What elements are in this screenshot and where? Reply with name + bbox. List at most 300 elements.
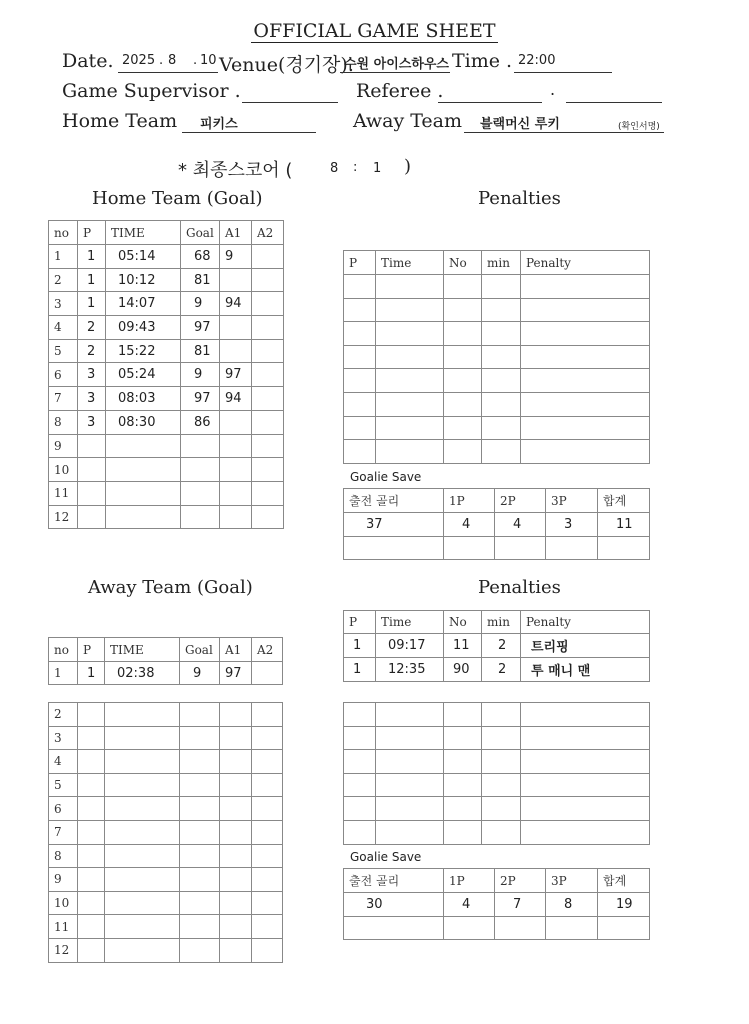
penalty-penalty: [521, 726, 650, 750]
table-row: [49, 505, 284, 529]
goal-goal: [180, 868, 220, 892]
penalty-p: [344, 322, 376, 346]
goalie-save-p2: 4: [495, 513, 546, 537]
penalty-p: [344, 703, 376, 727]
away-team-label: Away Team: [353, 110, 463, 132]
penalty-header-penalty: Penalty: [521, 611, 650, 634]
goalie-save-goalie: 37: [344, 513, 444, 537]
penalty-penalty: [521, 322, 650, 346]
goal-time: 15:22: [106, 339, 181, 363]
goal-p: 1: [78, 292, 106, 316]
final-score-label: * 최종스코어 (: [178, 160, 293, 181]
final-score-close: ): [404, 156, 412, 177]
penalty-penalty: [521, 773, 650, 797]
header-a2: A2: [252, 638, 283, 662]
goal-time: 05:24: [106, 363, 181, 387]
date-label: Date.: [62, 50, 114, 72]
penalty-time: [376, 298, 444, 322]
date-underline: [118, 72, 218, 73]
table-row: [344, 703, 650, 727]
goal-time: [105, 938, 180, 962]
penalty-min: [482, 750, 521, 774]
penalty-time: 09:17: [376, 634, 444, 658]
goal-a1: [220, 268, 252, 292]
goal-time: [106, 458, 181, 482]
goalie-header-p2: 2P: [495, 489, 546, 513]
penalty-time: [376, 773, 444, 797]
penalty-p: [344, 416, 376, 440]
table-row: [49, 292, 284, 316]
goal-time: [105, 773, 180, 797]
goal-a1: [220, 797, 252, 821]
table-row: [49, 481, 284, 505]
goal-no: 2: [49, 268, 78, 292]
goal-no: 1: [49, 245, 78, 269]
date-day: 10: [200, 53, 217, 68]
penalty-time: [376, 345, 444, 369]
home-goalie-title: Goalie Save: [350, 470, 422, 484]
goalie-empty-p1: [444, 537, 495, 560]
penalty-penalty: [521, 703, 650, 727]
penalty-time: 12:35: [376, 658, 444, 682]
goalie-header-p1: 1P: [444, 489, 495, 513]
table-header-row: [344, 611, 650, 634]
goal-p: [78, 481, 106, 505]
table-row: [344, 750, 650, 774]
penalty-p: 1: [344, 634, 376, 658]
goal-goal: [180, 915, 220, 939]
goal-a2: [252, 434, 284, 458]
penalty-p: [344, 440, 376, 464]
table-row: [344, 537, 650, 560]
penalty-header-time: Time: [376, 611, 444, 634]
goal-p: [78, 820, 105, 844]
penalty-min: [482, 416, 521, 440]
goalie-empty-p1: [444, 917, 495, 940]
goalie-header-p3: 3P: [546, 869, 598, 893]
table-row: [49, 915, 283, 939]
table-row: [344, 298, 650, 322]
referee-label: Referee .: [356, 80, 444, 102]
penalty-p: [344, 369, 376, 393]
table-row: [49, 820, 283, 844]
goal-no: 1: [49, 662, 78, 685]
goalie-save-total: 19: [598, 893, 650, 917]
goal-a1: [220, 410, 252, 434]
goal-a1: 97: [220, 662, 252, 685]
goal-goal: [180, 773, 220, 797]
goal-a1: [220, 339, 252, 363]
penalty-p: [344, 820, 376, 844]
goal-p: 1: [78, 245, 106, 269]
goal-goal: [180, 938, 220, 962]
goal-goal: [181, 434, 220, 458]
away-penalties-table: [343, 702, 650, 845]
goal-time: [105, 726, 180, 750]
goal-no: 8: [49, 844, 78, 868]
time-underline: [514, 72, 612, 73]
penalty-no: [444, 392, 482, 416]
penalty-min: [482, 322, 521, 346]
table-row: [49, 844, 283, 868]
goal-goal: [180, 726, 220, 750]
goal-time: [105, 844, 180, 868]
table-header-row: [49, 638, 283, 662]
table-header-row: [49, 221, 284, 245]
goal-time: 09:43: [106, 316, 181, 340]
goal-time: 14:07: [106, 292, 181, 316]
goal-a2: [252, 797, 283, 821]
goalie-save-p2: 7: [495, 893, 546, 917]
goal-no: 4: [49, 750, 78, 774]
supervisor-label: Game Supervisor .: [62, 80, 241, 102]
table-row: [49, 410, 284, 434]
penalty-no: [444, 369, 482, 393]
goalie-save-total: 11: [598, 513, 650, 537]
goal-p: [78, 797, 105, 821]
goal-time: [105, 915, 180, 939]
penalty-penalty: [521, 440, 650, 464]
goal-a2: [252, 481, 284, 505]
header-no: no: [49, 638, 78, 662]
goalie-header-goalie: 출전 골리: [344, 869, 444, 893]
goal-no: 6: [49, 363, 78, 387]
penalty-penalty: [521, 275, 650, 299]
penalty-min: [482, 773, 521, 797]
penalty-header-penalty: Penalty: [521, 251, 650, 275]
final-score-away: 1: [373, 161, 382, 176]
goal-a2: [252, 868, 283, 892]
goal-no: 11: [49, 915, 78, 939]
sheet-title: OFFICIAL GAME SHEET: [253, 20, 496, 42]
goalie-save-p1: 4: [444, 513, 495, 537]
table-row: [49, 434, 284, 458]
goal-time: [105, 891, 180, 915]
table-row: [49, 339, 284, 363]
goalie-header-total: 합계: [598, 489, 650, 513]
goal-a1: [220, 726, 252, 750]
goal-no: 5: [49, 773, 78, 797]
goal-goal: [181, 481, 220, 505]
goal-no: 3: [49, 292, 78, 316]
goal-time: [106, 434, 181, 458]
penalty-no: [444, 275, 482, 299]
goal-time: 10:12: [106, 268, 181, 292]
goal-no: 2: [49, 703, 78, 727]
penalty-min: [482, 440, 521, 464]
goal-p: [78, 915, 105, 939]
goal-a2: [252, 292, 284, 316]
goalie-header-p3: 3P: [546, 489, 598, 513]
penalty-min: [482, 369, 521, 393]
goal-a1: [220, 891, 252, 915]
away-penalties-title: Penalties: [478, 577, 561, 598]
table-row: [344, 369, 650, 393]
goal-p: [78, 726, 105, 750]
penalty-penalty: [521, 345, 650, 369]
penalty-header-time: Time: [376, 251, 444, 275]
penalty-header-no: No: [444, 611, 482, 634]
penalty-no: 90: [444, 658, 482, 682]
goalie-save-p3: 3: [546, 513, 598, 537]
penalty-p: [344, 773, 376, 797]
table-row: [49, 245, 284, 269]
referee-underline-2: [566, 102, 662, 103]
goal-time: [106, 505, 181, 529]
supervisor-underline: [242, 102, 338, 103]
penalty-no: [444, 440, 482, 464]
penalty-header-no: No: [444, 251, 482, 275]
goal-a2: [252, 844, 283, 868]
goal-p: [78, 703, 105, 727]
goalie-empty-p3: [546, 917, 598, 940]
goal-a2: [252, 891, 283, 915]
table-row: [344, 275, 650, 299]
table-row: [344, 726, 650, 750]
penalty-no: [444, 797, 482, 821]
table-row: [344, 513, 650, 537]
venue-label: Venue(경기장).: [219, 54, 354, 76]
goal-p: [78, 505, 106, 529]
table-row: [49, 268, 284, 292]
goalie-empty-p3: [546, 537, 598, 560]
penalty-header-p: P: [344, 251, 376, 275]
penalty-time: [376, 275, 444, 299]
home-penalties-title: Penalties: [478, 188, 561, 209]
penalty-min: [482, 820, 521, 844]
goal-a1: [220, 434, 252, 458]
goalie-empty-goalie: [344, 917, 444, 940]
header-time: TIME: [106, 221, 181, 245]
goal-time: [106, 481, 181, 505]
goal-no: 9: [49, 434, 78, 458]
table-row: [344, 322, 650, 346]
goal-goal: [180, 703, 220, 727]
table-row: [49, 703, 283, 727]
goal-p: 3: [78, 410, 106, 434]
penalty-penalty: [521, 298, 650, 322]
goal-no: 10: [49, 458, 78, 482]
penalty-p: [344, 345, 376, 369]
goal-p: [78, 844, 105, 868]
header-goal: Goal: [181, 221, 220, 245]
goalie-empty-goalie: [344, 537, 444, 560]
goalie-save-goalie: 30: [344, 893, 444, 917]
goal-a2: [252, 316, 284, 340]
goal-a1: [220, 820, 252, 844]
goal-p: [78, 750, 105, 774]
goal-a2: [252, 245, 284, 269]
goal-p: 3: [78, 363, 106, 387]
goal-p: 1: [78, 662, 105, 685]
goalie-empty-total: [598, 537, 650, 560]
goal-a2: [252, 410, 284, 434]
home-goalie-table: [343, 488, 650, 560]
penalty-time: [376, 416, 444, 440]
table-row: [344, 658, 650, 682]
table-row: [49, 797, 283, 821]
header-time: TIME: [105, 638, 180, 662]
goal-time: [105, 797, 180, 821]
penalty-header-min: min: [482, 611, 521, 634]
goal-goal: [180, 891, 220, 915]
goal-no: 8: [49, 410, 78, 434]
away-team-underline: [464, 132, 664, 133]
table-row: [344, 917, 650, 940]
away-penalties-header-table: [343, 610, 650, 682]
final-score-home: 8: [330, 161, 339, 176]
goal-a2: [252, 387, 284, 411]
penalty-penalty: [521, 820, 650, 844]
header-p: P: [78, 221, 106, 245]
goalie-empty-p2: [495, 917, 546, 940]
penalty-penalty: [521, 369, 650, 393]
penalty-header-p: P: [344, 611, 376, 634]
goal-a1: 97: [220, 363, 252, 387]
goal-a1: [220, 481, 252, 505]
goal-time: [105, 820, 180, 844]
venue-underline: [340, 72, 450, 73]
table-header-row: [344, 251, 650, 275]
goal-a2: [252, 458, 284, 482]
penalty-min: [482, 703, 521, 727]
goal-no: 5: [49, 339, 78, 363]
goal-no: 6: [49, 797, 78, 821]
table-row: [49, 726, 283, 750]
penalty-time: [376, 322, 444, 346]
goal-goal: 81: [181, 339, 220, 363]
goal-goal: 97: [181, 316, 220, 340]
goal-goal: [180, 844, 220, 868]
goal-time: [105, 868, 180, 892]
goalie-header-p2: 2P: [495, 869, 546, 893]
goalie-save-p3: 8: [546, 893, 598, 917]
goalie-empty-total: [598, 917, 650, 940]
time-label: Time .: [452, 50, 513, 72]
table-header-row: [344, 489, 650, 513]
goal-time: [105, 750, 180, 774]
goal-no: 3: [49, 726, 78, 750]
goal-time: 02:38: [105, 662, 180, 685]
penalty-min: [482, 726, 521, 750]
goal-time: 08:03: [106, 387, 181, 411]
goal-a1: [220, 844, 252, 868]
penalty-no: 11: [444, 634, 482, 658]
goal-p: 1: [78, 268, 106, 292]
header-no: no: [49, 221, 78, 245]
goal-a2: [252, 820, 283, 844]
penalty-min: [482, 797, 521, 821]
goal-goal: [180, 750, 220, 774]
home-team-label: Home Team: [62, 110, 178, 132]
home-team-value: 피키스: [200, 117, 238, 132]
goal-a1: [220, 773, 252, 797]
away-goal-header-table: [48, 637, 283, 685]
goal-p: 2: [78, 339, 106, 363]
penalty-p: [344, 750, 376, 774]
goal-a2: [252, 363, 284, 387]
table-row: [344, 893, 650, 917]
goal-time: [105, 703, 180, 727]
goal-a2: [252, 726, 283, 750]
away-goal-title: Away Team (Goal): [88, 577, 253, 598]
away-goal-table: [48, 702, 283, 963]
penalty-no: [444, 298, 482, 322]
penalty-no: [444, 773, 482, 797]
confirm-sign-label: (확인서명): [618, 122, 660, 132]
final-score-sep: :: [353, 160, 358, 175]
goal-goal: 81: [181, 268, 220, 292]
table-row: [49, 773, 283, 797]
goal-a1: [220, 915, 252, 939]
goal-a1: [220, 505, 252, 529]
table-row: [49, 316, 284, 340]
table-row: [344, 440, 650, 464]
penalty-min: [482, 345, 521, 369]
goal-goal: [181, 458, 220, 482]
goal-p: [78, 773, 105, 797]
penalty-min: [482, 392, 521, 416]
goal-a2: [252, 703, 283, 727]
goal-goal: 86: [181, 410, 220, 434]
penalty-time: [376, 440, 444, 464]
goal-goal: 9: [181, 292, 220, 316]
table-row: [49, 868, 283, 892]
penalty-time: [376, 726, 444, 750]
penalty-penalty: [521, 797, 650, 821]
goal-no: 10: [49, 891, 78, 915]
goal-no: 12: [49, 505, 78, 529]
goal-a1: 9: [220, 245, 252, 269]
penalty-penalty: 트리핑: [521, 634, 650, 658]
goal-goal: [180, 820, 220, 844]
goalie-header-p1: 1P: [444, 869, 495, 893]
goal-a2: [252, 268, 284, 292]
penalty-no: [444, 703, 482, 727]
goal-no: 9: [49, 868, 78, 892]
table-row: [344, 416, 650, 440]
penalty-time: [376, 797, 444, 821]
penalty-time: [376, 369, 444, 393]
time-value: 22:00: [518, 53, 556, 68]
goal-no: 12: [49, 938, 78, 962]
home-goal-table: [48, 220, 284, 529]
penalty-no: [444, 726, 482, 750]
table-row: [49, 750, 283, 774]
goalie-header-goalie: 출전 골리: [344, 489, 444, 513]
penalty-no: [444, 416, 482, 440]
goal-a1: [220, 868, 252, 892]
penalty-header-min: min: [482, 251, 521, 275]
goal-a1: [220, 703, 252, 727]
table-row: [344, 345, 650, 369]
goal-p: [78, 938, 105, 962]
goal-a2: [252, 915, 283, 939]
penalty-p: [344, 392, 376, 416]
goal-a2: [252, 773, 283, 797]
penalty-penalty: [521, 416, 650, 440]
header-goal: Goal: [180, 638, 220, 662]
goal-a2: [252, 750, 283, 774]
home-team-underline: [182, 132, 316, 133]
goal-a1: 94: [220, 292, 252, 316]
goalie-save-p1: 4: [444, 893, 495, 917]
goal-goal: [181, 505, 220, 529]
date-year: 2025: [122, 53, 156, 68]
table-row: [344, 634, 650, 658]
goalie-header-total: 합계: [598, 869, 650, 893]
table-row: [49, 363, 284, 387]
